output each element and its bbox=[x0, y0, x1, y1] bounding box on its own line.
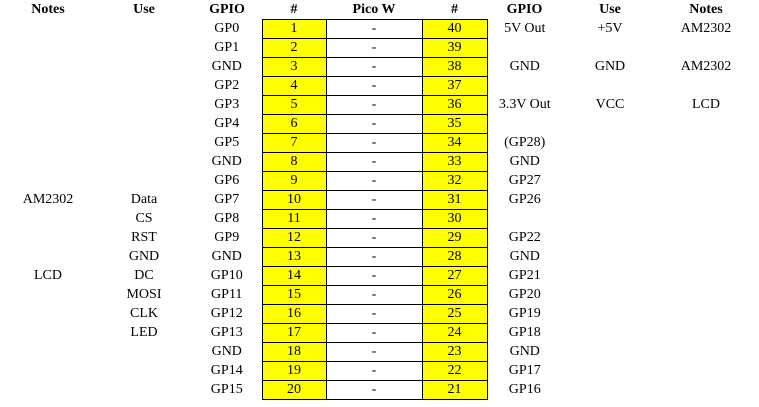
table-row bbox=[0, 286, 754, 305]
right-notes-cell bbox=[658, 267, 754, 286]
board-cell: - bbox=[326, 210, 422, 229]
left-pin-number: 3 bbox=[262, 58, 326, 77]
right-pin-number: 37 bbox=[422, 77, 487, 96]
right-notes-cell: AM2302 bbox=[680, 21, 732, 36]
right-pin-number: 26 bbox=[422, 286, 487, 305]
left-pin-number: 4 bbox=[262, 77, 326, 96]
right-use-cell bbox=[562, 305, 658, 324]
left-gpio-cell: GP1 bbox=[214, 40, 240, 55]
board-cell: - bbox=[326, 153, 422, 172]
right-use-cell bbox=[562, 362, 658, 381]
right-notes-cell bbox=[658, 39, 754, 58]
left-pin-number: 1 bbox=[262, 20, 326, 39]
right-pin-number: 22 bbox=[422, 362, 487, 381]
table-row bbox=[0, 267, 754, 286]
right-gpio-cell: GP18 bbox=[508, 325, 541, 340]
right-notes-cell bbox=[658, 210, 754, 229]
right-gpio-cell: GP17 bbox=[508, 363, 541, 378]
right-gpio-cell: GND bbox=[509, 249, 540, 264]
left-notes-cell bbox=[0, 324, 96, 343]
right-use-cell bbox=[562, 286, 658, 305]
table-row bbox=[0, 39, 754, 58]
left-notes-cell bbox=[0, 362, 96, 381]
board-cell: - bbox=[326, 229, 422, 248]
left-gpio-cell: GND bbox=[211, 344, 242, 359]
table-row bbox=[0, 77, 754, 96]
left-pin-number: 15 bbox=[262, 286, 326, 305]
left-pin-number: 18 bbox=[262, 343, 326, 362]
board-cell: - bbox=[326, 324, 422, 343]
right-use-cell bbox=[562, 153, 658, 172]
left-pin-number: 20 bbox=[262, 381, 326, 400]
left-pin-number: 2 bbox=[262, 39, 326, 58]
left-use-cell bbox=[96, 96, 192, 115]
board-cell: - bbox=[326, 77, 422, 96]
right-use-cell bbox=[562, 324, 658, 343]
left-gpio-cell: GP9 bbox=[214, 230, 240, 245]
right-pin-number: 39 bbox=[422, 39, 487, 58]
left-pin-number: 10 bbox=[262, 191, 326, 210]
right-gpio-cell: (GP28) bbox=[504, 135, 546, 150]
left-notes-cell bbox=[0, 153, 96, 172]
right-gpio-cell bbox=[487, 39, 562, 58]
header-right-notes: Notes bbox=[689, 2, 723, 18]
left-use-cell: RST bbox=[131, 230, 157, 245]
right-notes-cell bbox=[658, 172, 754, 191]
right-gpio-cell: GP19 bbox=[508, 306, 541, 321]
left-gpio-cell: GP0 bbox=[214, 21, 240, 36]
left-gpio-cell: GP13 bbox=[210, 325, 243, 340]
left-pin-number: 11 bbox=[262, 210, 326, 229]
left-gpio-cell: GP15 bbox=[210, 382, 243, 397]
table-row bbox=[0, 153, 754, 172]
board-cell: - bbox=[326, 39, 422, 58]
left-use-cell bbox=[96, 153, 192, 172]
right-gpio-cell: 5V Out bbox=[504, 21, 546, 36]
table-row bbox=[0, 115, 754, 134]
table-row bbox=[0, 191, 754, 210]
header-right-use: Use bbox=[599, 2, 621, 18]
right-gpio-cell: GP20 bbox=[508, 287, 541, 302]
board-cell: - bbox=[326, 248, 422, 267]
left-gpio-cell: GP4 bbox=[214, 116, 240, 131]
table-row bbox=[0, 172, 754, 191]
right-use-cell bbox=[562, 134, 658, 153]
right-notes-cell bbox=[658, 77, 754, 96]
left-use-cell bbox=[96, 115, 192, 134]
right-pin-number: 33 bbox=[422, 153, 487, 172]
board-cell: - bbox=[326, 134, 422, 153]
right-gpio-cell: GP26 bbox=[508, 192, 541, 207]
board-cell: - bbox=[326, 191, 422, 210]
left-gpio-cell: GP3 bbox=[214, 97, 240, 112]
left-gpio-cell: GP8 bbox=[214, 211, 240, 226]
right-pin-number: 27 bbox=[422, 267, 487, 286]
right-pin-number: 23 bbox=[422, 343, 487, 362]
left-use-cell bbox=[96, 39, 192, 58]
right-notes-cell: AM2302 bbox=[680, 59, 732, 74]
left-notes-cell bbox=[0, 343, 96, 362]
left-use-cell: Data bbox=[130, 192, 158, 207]
left-pin-number: 8 bbox=[262, 153, 326, 172]
right-use-cell bbox=[562, 229, 658, 248]
right-notes-cell bbox=[658, 115, 754, 134]
right-use-cell bbox=[562, 210, 658, 229]
right-pin-number: 30 bbox=[422, 210, 487, 229]
left-pin-number: 6 bbox=[262, 115, 326, 134]
left-use-cell: GND bbox=[128, 249, 160, 264]
right-pin-number: 40 bbox=[422, 20, 487, 39]
right-notes-cell bbox=[658, 343, 754, 362]
right-use-cell: VCC bbox=[595, 97, 625, 112]
header-right-pin: # bbox=[451, 2, 458, 17]
left-notes-cell bbox=[0, 210, 96, 229]
right-pin-number: 34 bbox=[422, 134, 487, 153]
left-pin-number: 13 bbox=[262, 248, 326, 267]
left-gpio-cell: GND bbox=[211, 154, 242, 169]
left-gpio-cell: GP5 bbox=[214, 135, 240, 150]
left-use-cell bbox=[96, 172, 192, 191]
header-left-notes: Notes bbox=[31, 2, 65, 18]
left-gpio-cell: GP10 bbox=[210, 268, 243, 283]
header-row bbox=[0, 1, 754, 20]
right-gpio-cell: GP27 bbox=[508, 173, 541, 188]
right-use-cell: +5V bbox=[597, 21, 623, 36]
left-pin-number: 19 bbox=[262, 362, 326, 381]
right-gpio-cell: GP22 bbox=[508, 230, 541, 245]
board-cell: - bbox=[326, 172, 422, 191]
left-gpio-cell: GND bbox=[211, 59, 242, 74]
right-gpio-cell: GP16 bbox=[508, 382, 541, 397]
right-pin-number: 24 bbox=[422, 324, 487, 343]
right-pin-number: 38 bbox=[422, 58, 487, 77]
right-notes-cell bbox=[658, 191, 754, 210]
table-row bbox=[0, 20, 754, 39]
right-pin-number: 25 bbox=[422, 305, 487, 324]
board-cell: - bbox=[326, 305, 422, 324]
left-use-cell bbox=[96, 381, 192, 400]
left-use-cell bbox=[96, 343, 192, 362]
board-cell: - bbox=[326, 58, 422, 77]
left-pin-number: 17 bbox=[262, 324, 326, 343]
left-notes-cell bbox=[0, 381, 96, 400]
left-gpio-cell: GP7 bbox=[214, 192, 240, 207]
right-pin-number: 35 bbox=[422, 115, 487, 134]
board-cell: - bbox=[326, 20, 422, 39]
left-use-cell bbox=[96, 20, 192, 39]
left-use-cell: MOSI bbox=[126, 287, 162, 302]
left-use-cell bbox=[96, 134, 192, 153]
left-use-cell: DC bbox=[134, 268, 154, 283]
left-use-cell: CS bbox=[135, 211, 153, 226]
right-use-cell bbox=[562, 191, 658, 210]
right-pin-number: 31 bbox=[422, 191, 487, 210]
table-row bbox=[0, 58, 754, 77]
right-use-cell: GND bbox=[594, 59, 626, 74]
left-pin-number: 12 bbox=[262, 229, 326, 248]
table-row bbox=[0, 134, 754, 153]
table-row bbox=[0, 381, 754, 400]
left-notes-cell bbox=[0, 96, 96, 115]
left-notes-cell bbox=[0, 58, 96, 77]
table-row bbox=[0, 96, 754, 115]
header-board: Pico W bbox=[352, 2, 396, 17]
table-row bbox=[0, 210, 754, 229]
right-use-cell bbox=[562, 172, 658, 191]
right-gpio-cell: GND bbox=[509, 344, 540, 359]
left-gpio-cell: GP2 bbox=[214, 78, 240, 93]
right-use-cell bbox=[562, 267, 658, 286]
header-right-gpio: GPIO bbox=[506, 2, 543, 18]
left-pin-number: 16 bbox=[262, 305, 326, 324]
left-gpio-cell: GP6 bbox=[214, 173, 240, 188]
left-pin-number: 7 bbox=[262, 134, 326, 153]
right-pin-number: 29 bbox=[422, 229, 487, 248]
pin-rows bbox=[0, 20, 754, 400]
left-notes-cell: AM2302 bbox=[22, 192, 74, 207]
right-notes-cell bbox=[658, 248, 754, 267]
right-pin-number: 32 bbox=[422, 172, 487, 191]
board-cell: - bbox=[326, 115, 422, 134]
header-left-use: Use bbox=[133, 2, 155, 18]
board-cell: - bbox=[326, 362, 422, 381]
right-notes-cell bbox=[658, 286, 754, 305]
left-notes-cell bbox=[0, 115, 96, 134]
table-row bbox=[0, 305, 754, 324]
left-notes-cell bbox=[0, 229, 96, 248]
right-notes-cell: LCD bbox=[692, 97, 720, 112]
right-gpio-cell: GP21 bbox=[508, 268, 541, 283]
left-use-cell bbox=[96, 58, 192, 77]
right-notes-cell bbox=[658, 305, 754, 324]
left-pin-number: 14 bbox=[262, 267, 326, 286]
left-notes-cell bbox=[0, 248, 96, 267]
right-pin-number: 36 bbox=[422, 96, 487, 115]
right-use-cell bbox=[562, 77, 658, 96]
left-use-cell bbox=[96, 77, 192, 96]
left-pin-number: 9 bbox=[262, 172, 326, 191]
header-left-pin: # bbox=[290, 2, 298, 17]
right-notes-cell bbox=[658, 153, 754, 172]
right-notes-cell bbox=[658, 134, 754, 153]
right-use-cell bbox=[562, 115, 658, 134]
right-notes-cell bbox=[658, 381, 754, 400]
left-notes-cell bbox=[0, 134, 96, 153]
left-notes-cell bbox=[0, 20, 96, 39]
right-use-cell bbox=[562, 381, 658, 400]
left-use-cell: CLK bbox=[130, 306, 158, 321]
board-cell: - bbox=[326, 381, 422, 400]
right-notes-cell bbox=[658, 362, 754, 381]
right-gpio-cell: GND bbox=[509, 59, 540, 74]
left-use-cell: LED bbox=[130, 325, 158, 340]
right-pin-number: 21 bbox=[422, 381, 487, 400]
left-use-cell bbox=[96, 362, 192, 381]
board-cell: - bbox=[326, 343, 422, 362]
pinout-table bbox=[0, 1, 754, 400]
left-notes-cell bbox=[0, 172, 96, 191]
board-cell: - bbox=[326, 286, 422, 305]
left-notes-cell: LCD bbox=[34, 268, 62, 283]
right-gpio-cell bbox=[487, 115, 562, 134]
left-pin-number: 5 bbox=[262, 96, 326, 115]
right-gpio-cell bbox=[487, 210, 562, 229]
left-gpio-cell: GP11 bbox=[211, 287, 243, 302]
left-gpio-cell: GP14 bbox=[210, 363, 243, 378]
header-left-gpio: GPIO bbox=[209, 2, 245, 18]
right-gpio-cell bbox=[487, 77, 562, 96]
right-use-cell bbox=[562, 343, 658, 362]
table-row bbox=[0, 343, 754, 362]
table-row bbox=[0, 248, 754, 267]
left-notes-cell bbox=[0, 77, 96, 96]
right-gpio-cell: GND bbox=[509, 154, 540, 169]
left-notes-cell bbox=[0, 286, 96, 305]
right-gpio-cell: 3.3V Out bbox=[498, 97, 551, 112]
table-row bbox=[0, 362, 754, 381]
table-row bbox=[0, 229, 754, 248]
right-notes-cell bbox=[658, 229, 754, 248]
right-use-cell bbox=[562, 39, 658, 58]
left-gpio-cell: GP12 bbox=[210, 306, 243, 321]
board-cell: - bbox=[326, 96, 422, 115]
right-pin-number: 28 bbox=[422, 248, 487, 267]
board-cell: - bbox=[326, 267, 422, 286]
right-use-cell bbox=[562, 248, 658, 267]
left-notes-cell bbox=[0, 305, 96, 324]
left-notes-cell bbox=[0, 39, 96, 58]
right-notes-cell bbox=[658, 324, 754, 343]
left-gpio-cell: GND bbox=[211, 249, 242, 264]
table-row bbox=[0, 324, 754, 343]
